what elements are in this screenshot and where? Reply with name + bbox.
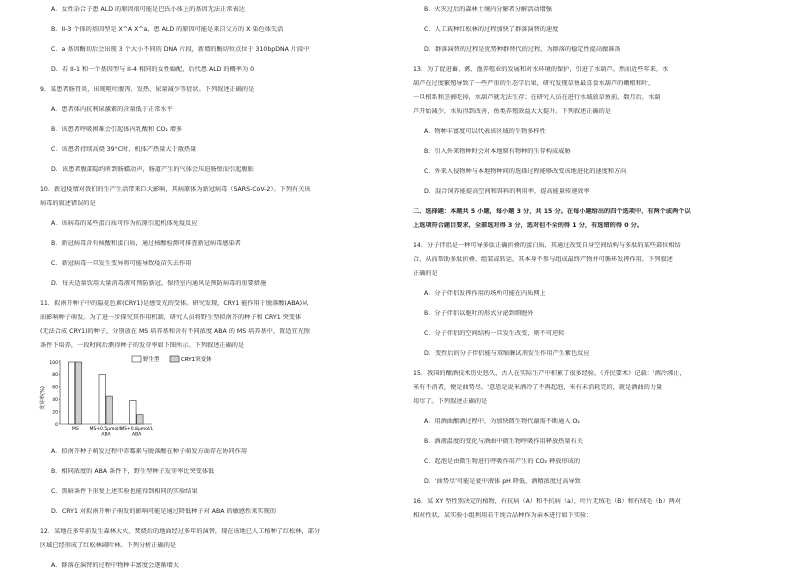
question-stem: 正确的是 [413, 270, 438, 277]
option-line: A．女性杂合子患 ALD 的原因很可能是巴氏小体上的基因无法正常表达 [51, 6, 245, 13]
option-line: B．相同浓度的 ABA 条件下，野生型种子发芽率比突变体低 [51, 468, 215, 475]
option-line: A．用酒曲酿酒过程中，为加快微生物代谢需不断通入 O₂ [424, 418, 580, 425]
question-11 [38, 300, 398, 516]
option-line: C．起泡是由微生物进行呼吸作用产生的 CO₂ 释放形成的 [424, 458, 581, 465]
question-10 [38, 186, 398, 288]
question-stem: 10．新冠疫情对我们的生产生活带来巨大影响，其病原体为新冠病毒（SARS-CoV-2）。下列有关该 [40, 186, 311, 193]
y-tick-label: 0 [55, 422, 58, 428]
question-stem: 合，从而帮助多肽折叠、组装或转运，其本身不参与组成最终产物并可循环发挥作用。下列叙述 [413, 256, 673, 263]
question-12-continued [411, 6, 783, 54]
section-title: 二、选择题：本题共 5 小题，每小题 3 分，共 15 分。在每小题给出的四个选项中，有两个或两个以 [413, 208, 691, 215]
y-tick-label: 100 [49, 360, 58, 366]
option-line: C．分子伴侣的空间结构一旦发生改变，则不可逆转 [424, 330, 565, 337]
option-line: B．酒液温度的变化与酒曲中微生物呼吸作用释放热量有关 [424, 438, 583, 445]
legend-swatch-mutant [170, 356, 179, 362]
question-stem: 芦开始减少，水质得到改善，鱼类养殖效益大大提升。下列叙述正确的是 [413, 108, 611, 115]
option-line: D．群落演替的过程是优势种群替代的过程，为群落的稳定性提高做准备 [424, 46, 621, 53]
option-line: D．混合饲养能提高空间和饵料的利用率，提高能量传递效率 [424, 188, 590, 195]
option-line: D．CRY1 对拟南芥种子萌发的影响可能是通过降低种子对 ABA 的敏感性来实现的 [51, 508, 276, 515]
legend-label: CRY1突变体 [181, 357, 212, 364]
right-column [411, 4, 783, 522]
x-tick-label: ABA [101, 432, 111, 438]
question-stem: 14．分子伴侣是一种可导多肽正确折叠的蛋白质，其通过改变自身空间结构与多肽的某些部位相结 [413, 242, 681, 249]
bar-wild-type [99, 374, 105, 424]
option-line: A．患者体内抗利尿激素的含量低于正常水平 [51, 106, 173, 113]
option-line: C．新冠病毒一旦发生变异将可能导致疫苗失去作用 [51, 260, 192, 267]
option-line: A．拟南芥种子萌发过程中赤霉素与脱落酸在种子萌发方面存在协同作用 [51, 448, 248, 455]
question-13 [411, 66, 783, 196]
question-stem: 9．某患者肠胃炎，出现呕吐腹泻、发热、尿量减少等症状。下列叙述正确的是 [40, 86, 255, 93]
question-15 [411, 370, 783, 486]
question-14 [411, 242, 783, 358]
option-line: A．该病毒的某些蛋白质可作为抗原引起机体免疫反应 [51, 220, 198, 227]
question-12 [38, 528, 398, 570]
bar-cry1-mutant [106, 396, 112, 424]
bar-cry1-mutant [137, 415, 143, 424]
question-stem: 病毒的叙述错误的是 [40, 200, 96, 207]
option-line: D．若 II-1 和一个基因型与 II-4 相同的女性婚配，后代患 ALD 的概率为 0 [51, 66, 255, 73]
bar-cry1-mutant [75, 362, 81, 424]
x-tick-label: ABA [132, 432, 142, 438]
option-line: D．变性后的分子伴侣能与双缩脲试剂发生作用产生紫色反应 [424, 350, 590, 357]
chart-legend [132, 355, 212, 363]
question-stem: 葫芦在过度繁殖导致了一些严重的生态学后果，研究发现草鱼最喜食水葫芦的嫩根和叶， [413, 80, 655, 87]
question-16 [411, 498, 783, 520]
question-stem: 而影响种子萌发。为了进一步探究其作用机制，研究人员将野生型拟南芥的种子和 CRY1 突变体 [40, 314, 302, 321]
option-line: D．'曲势尽'可能是瓮中液体 pH 降低、酒精浓度过高导致 [424, 478, 581, 485]
question-stem: 12．某地在多年前发生森林大火，焚烧后的地面经过多年的演替，现在该地已人工植种了红松林，部分 [40, 528, 321, 535]
option-line: B．II-3 个体的基因型是 X^A X^a，患 ALD 的原因可能是来自父方的 X 染色体失活 [51, 26, 284, 33]
option-line: D．该患者腹部隐约听到肠蠕动声，肠道产生的气体会压迫肠壁而引起腹胀 [51, 166, 254, 173]
x-tick-label: MS+0.5μmol/L [89, 427, 123, 432]
option-line: B．分子伴侣以胞吐的形式分泌到细胞外 [424, 310, 534, 317]
germination-bar-chart [38, 354, 238, 442]
y-axis-label: 发芽率(%) [40, 386, 46, 410]
y-tick-label: 80 [52, 373, 58, 379]
option-line: C．黑暗条件下重复上述实验也能得到相同的实验结果 [51, 488, 198, 495]
question-stem: 16．某 XY 型性别决定的植物，有抗病（A）和不抗病（a），叶片无绒毛（B）和有绒毛（b）两对 [413, 498, 682, 505]
legend-swatch-wild [132, 356, 141, 362]
option-line: C．a 基因酶切后会出现 3 个大小不同的 DNA 片段，新增的酶切位点位于 310bpDNA 片段中 [51, 46, 310, 53]
question-stem: 一旦根系和茎被吃掉，水葫芦就无法生存；在研究人员在进行水域放草鱼前，数月后，水葫 [413, 94, 661, 101]
option-line: C．外来入侵物种与本地物种间的选择过程能够改变该地进化的速度和方向 [424, 168, 627, 175]
option-line: B．该患者呼吸困难会引起体内乳酸和 CO₂ 增多 [51, 126, 183, 133]
question-stem: 11．拟南芥种子中的隐花色素(CRY1)是感受光的受体。研究发现，CRY1 能作用于脱落酸(ABA)从 [40, 300, 309, 307]
option-line: A．分子伴侣发挥作用的场所可能在内质网上 [424, 290, 546, 297]
option-line: B．新冠病毒含有核酸和蛋白质，通过核酸检测可排查新冠病毒感染者 [51, 240, 241, 247]
x-tick-label: MS [71, 427, 79, 432]
section-title: 上选项符合题目要求，全部选对得 3 分，选对但不全的得 1 分，有选错的得 0 分。 [413, 222, 644, 229]
question-stem: (无法合成 CRY1)的种子，分别放在 MS 培养基和含有不同浓度 ABA 的 MS 培养基中，置适宜光照 [40, 328, 310, 335]
prev-question-options [38, 6, 398, 74]
left-column [38, 4, 398, 582]
question-stem: 15．我国的酿酒技术历史悠久，古人在实际生产中积累了很多经验。《齐民要术》记载：'酒冷沸止， [413, 370, 686, 377]
question-stem: 条件下培养，一段时间后测得种子的发芽率如下图所示。下列叙述正确的是 [40, 342, 245, 349]
question-stem: 用尽了。下列叙述正确的是 [413, 398, 488, 405]
x-tick-label: MS+0.8μmol/L [120, 427, 154, 432]
option-line: A．物种丰富度可以代表该区域的生物多样性 [424, 128, 546, 135]
option-line: C．该患者持续高烧 39°C时，机体产热量大于散热量 [51, 146, 197, 153]
section-2-header [411, 208, 783, 230]
option-line: D．每天适量饮用大量消毒液可预防新冠，保持室内通风是预防病毒的重要措施 [51, 280, 267, 287]
question-stem: 区域已经形成了红松林阔叶林。下列分析正确的是 [40, 542, 177, 549]
question-stem: 13．为了促进畜、禽、渔养殖业的发展和对水环境的保护，引进了水葫芦。然而近些年来，水 [413, 66, 669, 73]
question-stem: 相对性状，某实验小组利用若干纯合品种作为亲本进行如下实验： [413, 512, 593, 519]
bar-wild-type [68, 362, 74, 424]
bar-wild-type [130, 400, 136, 424]
option-line: B．引入外来物种时会对本地原有物种的生存构成威胁 [424, 148, 571, 155]
y-tick-label: 20 [52, 410, 58, 416]
question-9 [38, 86, 398, 174]
y-tick-label: 40 [52, 398, 58, 403]
question-stem: 米有不消者，便是曲势尽。'意思是说米酒冷了不再起泡，米有未消耗完的，就是酒曲的力量 [413, 384, 663, 391]
y-tick-label: 60 [52, 385, 58, 391]
option-line: A．群落在演替的过程中物种丰富度会逐渐增大 [51, 562, 179, 569]
legend-label: 野生型 [143, 357, 160, 364]
option-line: C．人工栽种红松林的过程加快了群落演替的速度 [424, 26, 559, 33]
option-line: B．火灾过后的森林土壤内分解者分解活动增强 [424, 6, 552, 13]
chart-svg [38, 354, 238, 442]
